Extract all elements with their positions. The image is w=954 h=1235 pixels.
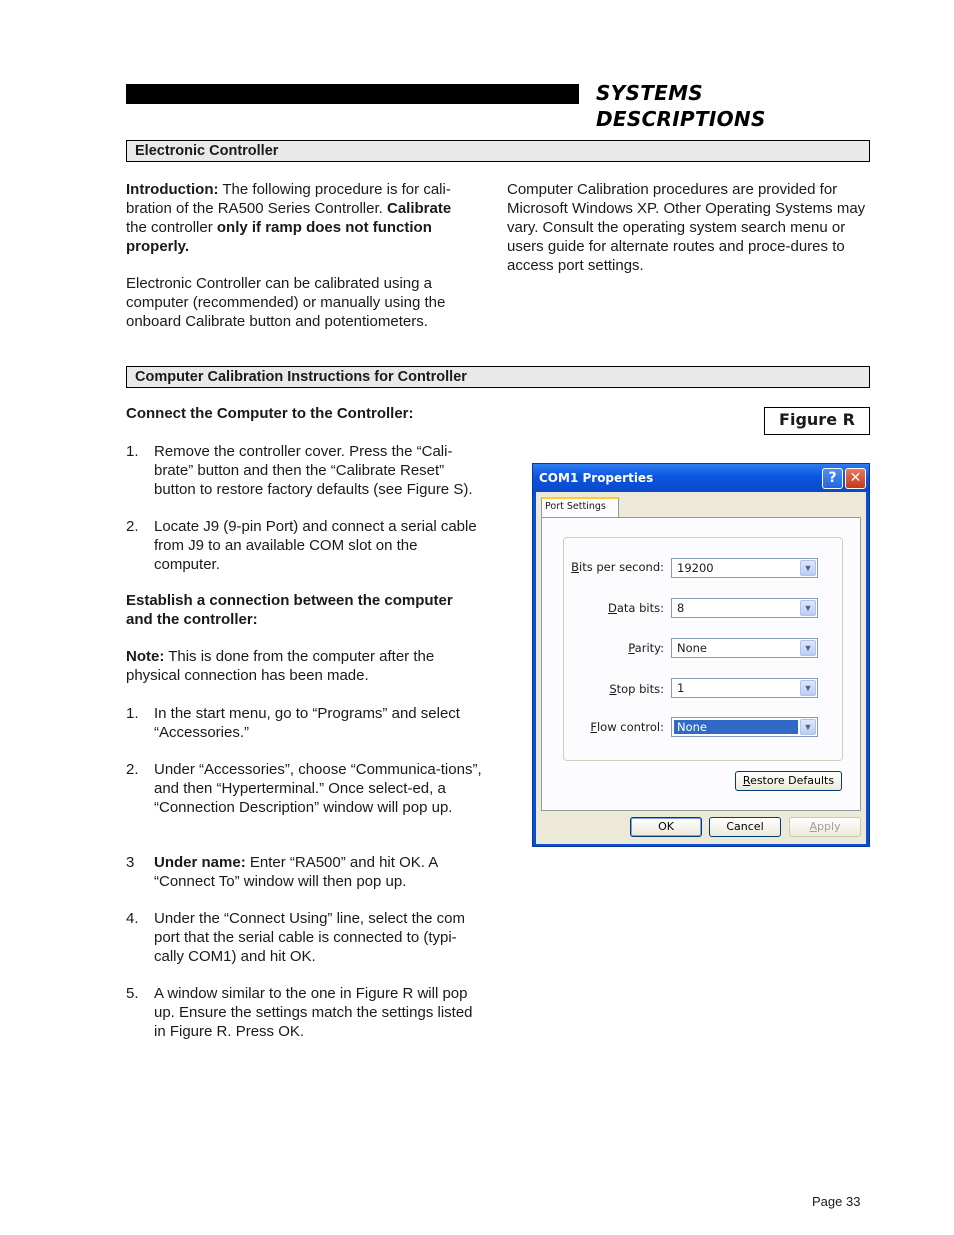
page-number: Page 33	[812, 1194, 861, 1209]
data-bits-label: Data bits:	[608, 601, 664, 615]
step-number: 2.	[126, 518, 139, 535]
select-value: 1	[677, 681, 685, 695]
data-bits-select[interactable]	[671, 598, 818, 618]
os-note-column	[507, 180, 867, 293]
chevron-down-icon[interactable]: ▼	[800, 640, 816, 656]
step-text: Locate J9 (9-pin Port) and connect a serial cable from J9 to an available COM slot on the computer.	[154, 518, 477, 573]
chevron-down-icon[interactable]: ▼	[800, 600, 816, 616]
note-label: Note:	[126, 648, 165, 665]
step-text: Remove the controller cover. Press the “Cali-brate” button and then the “Calibrate Reset” button to restore factory defaults (see Figure S).	[154, 443, 473, 498]
step-text: In the start menu, go to “Programs” and select “Accessories.”	[154, 705, 460, 741]
note-text: This is done from the computer after the physical connection has been made.	[126, 648, 435, 684]
establish-heading	[126, 591, 476, 629]
step-number: 3	[126, 854, 135, 871]
header-bar	[126, 84, 579, 104]
section-heading-electronic-controller: Electronic Controller	[126, 140, 870, 162]
step-bold-label: Under name:	[154, 854, 246, 871]
flow-control-label: Flow control:	[590, 720, 664, 734]
chevron-down-icon[interactable]: ▼	[800, 719, 816, 735]
intro-text-2: the controller	[126, 219, 217, 236]
os-note-paragraph: Computer Calibration procedures are provided for Microsoft Windows XP. Other Operating Systems may vary. Consult the operating system search menu or users guide for alternate routes and proce-dures to access port settings.	[507, 181, 866, 274]
parity-select[interactable]	[671, 638, 818, 658]
apply-button[interactable]: Apply	[789, 817, 861, 837]
dialog-body	[536, 492, 866, 844]
dialog-titlebar[interactable]	[533, 464, 869, 492]
settings-group	[563, 537, 843, 761]
parity-label: Parity:	[628, 641, 664, 655]
select-value: None	[674, 720, 798, 734]
bits-per-second-select[interactable]	[671, 558, 818, 578]
select-value: None	[677, 641, 708, 655]
figure-label: Figure R	[764, 407, 870, 435]
intro-paragraph	[126, 180, 476, 256]
intro-column	[126, 180, 476, 349]
ok-button[interactable]: OK	[630, 817, 702, 837]
close-icon[interactable]: ✕	[845, 468, 866, 489]
tab-port-settings[interactable]: Port Settings	[541, 497, 619, 517]
connect-heading-text: Connect the Computer to the Controller:	[126, 405, 414, 422]
com1-properties-dialog	[532, 463, 870, 847]
select-value: 8	[677, 601, 685, 615]
intro-paragraph-2: Electronic Controller can be calibrated using a computer (recommended) or manually using the onboard Calibrate button and potentiometers.	[126, 275, 446, 330]
intro-text: The following procedure is for cali-bration of the RA500 Series Controller.	[126, 181, 451, 217]
flow-control-select[interactable]	[671, 717, 818, 737]
intro-bold-calibrate: Calibrate	[386, 200, 452, 217]
intro-bold-warning: only if ramp does not function properly.	[126, 219, 432, 255]
chevron-down-icon[interactable]: ▼	[800, 560, 816, 576]
step-number: 2.	[126, 761, 139, 778]
establish-heading-text: Establish a connection between the computer and the controller:	[126, 592, 453, 628]
connect-heading	[126, 404, 486, 423]
step-number: 1.	[126, 443, 139, 460]
section-heading-computer-calibration: Computer Calibration Instructions for Controller	[126, 366, 870, 388]
chevron-down-icon[interactable]: ▼	[800, 680, 816, 696]
stop-bits-label: Stop bits:	[609, 682, 664, 696]
bits-per-second-label: Bits per second:	[571, 560, 664, 574]
step-number: 1.	[126, 705, 139, 722]
cancel-button[interactable]: Cancel	[709, 817, 781, 837]
intro-lead: Introduction:	[126, 181, 219, 198]
note-paragraph	[126, 647, 471, 685]
restore-defaults-button[interactable]: Restore Defaults	[735, 771, 842, 791]
step-number: 5.	[126, 985, 139, 1002]
select-value: 19200	[677, 561, 714, 575]
step-text: Under “Accessories”, choose “Communica-tions”, and then “Hyperterminal.” Once select-ed, a “Connection Description” window will pop up.	[154, 761, 482, 816]
step-text: Under the “Connect Using” line, select the com port that the serial cable is connected to (typi-cally COM1) and hit OK.	[154, 910, 465, 965]
help-icon[interactable]: ?	[822, 468, 843, 489]
dialog-title: COM1 Properties	[539, 471, 654, 485]
stop-bits-select[interactable]	[671, 678, 818, 698]
port-settings-panel	[541, 517, 861, 811]
step-number: 4.	[126, 910, 139, 927]
page-title: SYSTEMS DESCRIPTIONS	[596, 81, 766, 131]
step-text: Enter “RA500” and hit OK. A “Connect To” window will then pop up.	[154, 854, 438, 890]
step-text: A window similar to the one in Figure R will pop up. Ensure the settings match the settings listed in Figure R. Press OK.	[154, 985, 473, 1040]
